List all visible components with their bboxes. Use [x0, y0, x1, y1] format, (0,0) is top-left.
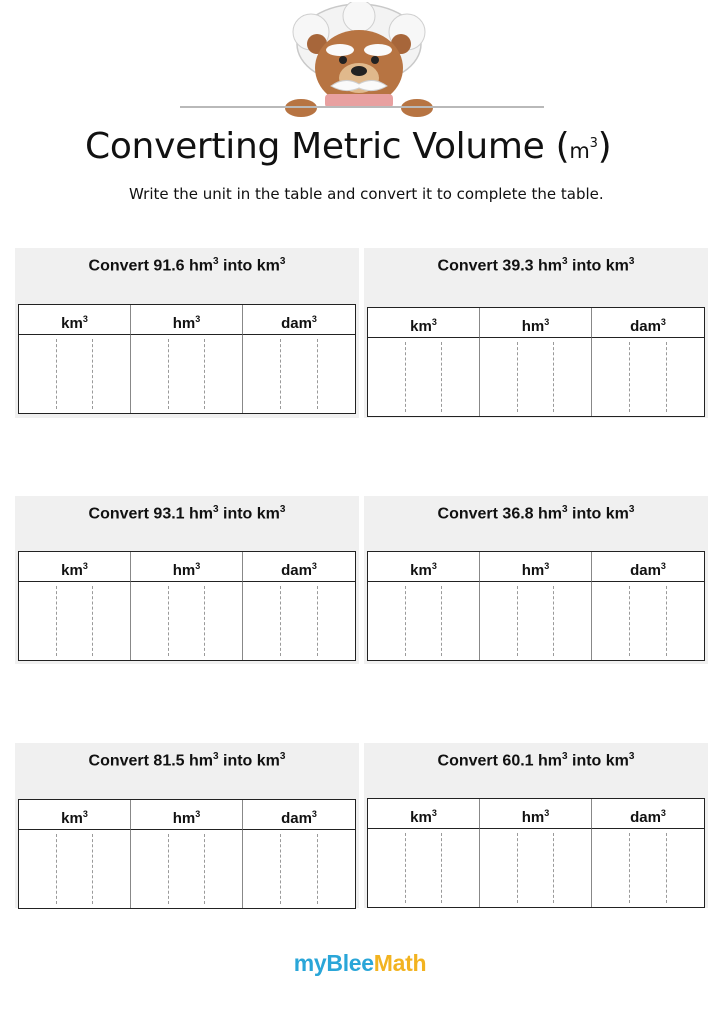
page-title: Converting Metric Volume $(m^3)$	[85, 126, 612, 167]
column-header: $km^3$	[368, 308, 480, 338]
digit-guide	[56, 586, 57, 656]
answer-cell[interactable]	[368, 582, 480, 660]
column-header: $hm^3$	[131, 800, 243, 830]
place-value-table	[18, 799, 356, 909]
place-value-table	[367, 798, 705, 908]
panel-title: Convert 60.1 $hm^3$ into $km^3$	[437, 751, 635, 770]
answer-cell[interactable]	[131, 830, 243, 908]
digit-guide	[204, 834, 205, 904]
answer-cell[interactable]	[480, 582, 592, 660]
column-header: $km^3$	[19, 305, 131, 335]
column-header: $hm^3$	[131, 305, 243, 335]
digit-guide	[204, 339, 205, 409]
panel-title: Convert 39.3 $hm^3$ into $km^3$	[437, 256, 635, 275]
answer-cell[interactable]	[368, 829, 480, 907]
column-header: $km^3$	[368, 799, 480, 829]
column-header: dam$^3$	[592, 308, 704, 338]
conversion-panel	[364, 743, 708, 908]
answer-cell[interactable]	[368, 338, 480, 416]
digit-guide	[317, 586, 318, 656]
column-header: $hm^3$	[480, 552, 592, 582]
answer-cell[interactable]	[592, 582, 704, 660]
column-header: $km^3$	[19, 552, 131, 582]
conversion-panel	[15, 496, 359, 664]
digit-guide	[553, 342, 554, 412]
conversion-panel	[364, 496, 708, 664]
digit-guide	[517, 833, 518, 903]
digit-guide	[666, 833, 667, 903]
conversion-panel	[364, 248, 708, 418]
panel-title: Convert 91.6 $hm^3$ into $km^3$	[88, 256, 286, 275]
answer-cell[interactable]	[592, 338, 704, 416]
bear-mascot-illustration	[283, 2, 435, 118]
answer-cell[interactable]	[243, 582, 355, 660]
column-header: $hm^3$	[480, 799, 592, 829]
digit-guide	[517, 342, 518, 412]
digit-guide	[666, 342, 667, 412]
digit-guide	[168, 834, 169, 904]
digit-guide	[629, 833, 630, 903]
header-divider	[180, 106, 544, 108]
digit-guide	[441, 586, 442, 656]
column-header: dam$^3$	[592, 799, 704, 829]
column-header: dam$^3$	[592, 552, 704, 582]
digit-guide	[553, 833, 554, 903]
answer-cell[interactable]	[592, 829, 704, 907]
place-value-table	[367, 551, 705, 661]
digit-guide	[517, 586, 518, 656]
instructions: Write the unit in the table and convert it to complete the table.	[129, 185, 604, 203]
column-header: $hm^3$	[131, 552, 243, 582]
digit-guide	[280, 339, 281, 409]
digit-guide	[666, 586, 667, 656]
column-header: dam$^3$	[243, 552, 355, 582]
digit-guide	[92, 586, 93, 656]
column-header: $hm^3$	[480, 308, 592, 338]
digit-guide	[280, 586, 281, 656]
answer-cell[interactable]	[480, 829, 592, 907]
digit-guide	[405, 342, 406, 412]
answer-cell[interactable]	[243, 830, 355, 908]
digit-guide	[92, 834, 93, 904]
digit-guide	[168, 586, 169, 656]
place-value-table	[18, 304, 356, 414]
digit-guide	[56, 339, 57, 409]
digit-guide	[168, 339, 169, 409]
column-header: $km^3$	[19, 800, 131, 830]
answer-cell[interactable]	[131, 582, 243, 660]
answer-cell[interactable]	[19, 830, 131, 908]
panel-title: Convert 36.8 $hm^3$ into $km^3$	[437, 504, 635, 523]
conversion-panel	[15, 248, 359, 418]
place-value-table	[367, 307, 705, 417]
digit-guide	[405, 586, 406, 656]
digit-guide	[204, 586, 205, 656]
digit-guide	[441, 342, 442, 412]
answer-cell[interactable]	[19, 582, 131, 660]
digit-guide	[441, 833, 442, 903]
panel-title: Convert 93.1 $hm^3$ into $km^3$	[88, 504, 286, 523]
digit-guide	[317, 834, 318, 904]
brand-logo: myBleeMath	[293, 950, 427, 976]
digit-guide	[92, 339, 93, 409]
digit-guide	[317, 339, 318, 409]
answer-cell[interactable]	[131, 335, 243, 413]
column-header: dam$^3$	[243, 305, 355, 335]
panel-title: Convert 81.5 $hm^3$ into $km^3$	[88, 751, 286, 770]
digit-guide	[280, 834, 281, 904]
answer-cell[interactable]	[19, 335, 131, 413]
digit-guide	[629, 342, 630, 412]
digit-guide	[56, 834, 57, 904]
answer-cell[interactable]	[480, 338, 592, 416]
conversion-panel	[15, 743, 359, 908]
digit-guide	[629, 586, 630, 656]
column-header: dam$^3$	[243, 800, 355, 830]
column-header: $km^3$	[368, 552, 480, 582]
answer-cell[interactable]	[243, 335, 355, 413]
place-value-table	[18, 551, 356, 661]
digit-guide	[553, 586, 554, 656]
digit-guide	[405, 833, 406, 903]
